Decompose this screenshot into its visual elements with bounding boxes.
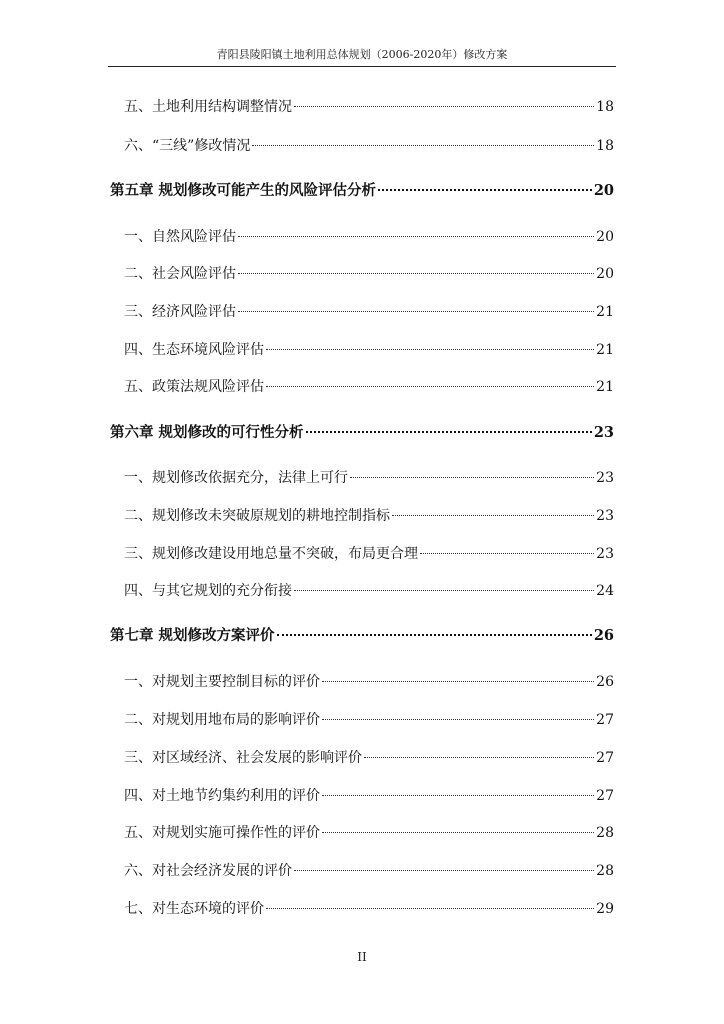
toc-entry-label: 四、与其它规划的充分衔接 [124, 583, 292, 599]
dot-leader [252, 145, 594, 146]
toc-entry-page: 26 [596, 674, 614, 690]
toc-entry-label: 四、对土地节约集约利用的评价 [124, 788, 320, 804]
toc-entry-page: 20 [596, 229, 614, 245]
toc-entry-page: 23 [596, 470, 614, 486]
toc-entry[interactable] [124, 711, 614, 729]
toc-entry-page: 18 [596, 138, 614, 154]
toc-entry[interactable] [124, 862, 614, 880]
toc-entry[interactable] [124, 507, 614, 525]
toc-entry-label: 五、对规划实施可操作性的评价 [124, 825, 320, 841]
toc-entry[interactable] [124, 545, 614, 563]
toc-entry-label: 一、自然风险评估 [124, 229, 236, 245]
toc-entry-page: 28 [596, 825, 614, 841]
toc-chapter-entry[interactable] [110, 182, 614, 200]
toc-entry-page: 21 [596, 342, 614, 358]
dot-leader [294, 870, 594, 871]
toc-entry[interactable] [124, 582, 614, 600]
toc-entry-page: 23 [596, 546, 614, 562]
toc-entry-label: 五、政策法规风险评估 [124, 379, 264, 395]
dot-leader [266, 908, 594, 909]
toc-entry-label: 二、社会风险评估 [124, 266, 236, 282]
dot-leader [306, 431, 592, 433]
toc-chapter-entry[interactable] [110, 627, 614, 645]
toc-entry[interactable] [124, 265, 614, 283]
toc-entry[interactable] [124, 900, 614, 918]
dot-leader [266, 386, 594, 387]
toc-entry[interactable] [124, 673, 614, 691]
dot-leader [364, 757, 594, 758]
toc-entry[interactable] [124, 303, 614, 321]
toc-entry[interactable] [124, 749, 614, 767]
toc-entry-label: 一、对规划主要控制目标的评价 [124, 674, 320, 690]
toc-entry-page: 20 [593, 182, 614, 199]
toc-entry-page: 27 [596, 712, 614, 728]
dot-leader [350, 477, 594, 478]
toc-entry-page: 28 [596, 863, 614, 879]
toc-entry-page: 20 [596, 266, 614, 282]
toc-entry-page: 23 [593, 424, 614, 441]
toc-entry-page: 27 [596, 750, 614, 766]
dot-leader [322, 681, 594, 682]
toc-entry-label: 二、对规划用地布局的影响评价 [124, 712, 320, 728]
toc-entry-label: 七、对生态环境的评价 [124, 901, 264, 917]
toc-chapter-label: 第五章 规划修改可能产生的风险评估分析 [110, 182, 377, 199]
toc-chapter-label: 第六章 规划修改的可行性分析 [110, 424, 304, 441]
toc-entry-page: 18 [596, 99, 614, 115]
page-number: II [357, 950, 367, 964]
toc-entry-label: 三、对区域经济、社会发展的影响评价 [124, 750, 362, 766]
toc-chapter-entry[interactable] [110, 424, 614, 442]
toc-entry-page: 26 [593, 627, 614, 644]
dot-leader [322, 832, 594, 833]
dot-leader [238, 236, 594, 237]
toc-entry[interactable] [124, 378, 614, 396]
toc-entry[interactable] [124, 98, 614, 116]
toc-entry-page: 21 [596, 304, 614, 320]
toc-entry[interactable] [124, 137, 614, 155]
dot-leader [420, 553, 594, 554]
toc-entry[interactable] [124, 341, 614, 359]
toc-entry-label: 一、规划修改依据充分，法律上可行 [124, 470, 348, 486]
toc-entry-page: 23 [596, 508, 614, 524]
dot-leader [277, 634, 592, 636]
dot-leader [238, 273, 594, 274]
dot-leader [294, 590, 594, 591]
dot-leader [392, 515, 594, 516]
dot-leader [322, 795, 594, 796]
dot-leader [322, 719, 594, 720]
toc-entry-label: 四、生态环境风险评估 [124, 342, 264, 358]
dot-leader [378, 189, 592, 191]
toc-entry-page: 27 [596, 788, 614, 804]
dot-leader [294, 106, 594, 107]
toc-entry-label: 三、经济风险评估 [124, 304, 236, 320]
toc-entry-label: 六、对社会经济发展的评价 [124, 863, 292, 879]
toc-entry[interactable] [124, 787, 614, 805]
toc-entry-page: 29 [596, 901, 614, 917]
toc-chapter-label: 第七章 规划修改方案评价 [110, 627, 275, 644]
toc-entry-page: 24 [596, 583, 614, 599]
running-header: 青阳县陵阳镇土地利用总体规划（2006-2020年）修改方案 [216, 48, 508, 61]
toc-entry-label: 六、“三线”修改情况 [124, 138, 251, 154]
toc-entry-page: 21 [596, 379, 614, 395]
dot-leader [238, 311, 594, 312]
toc-entry-label: 三、规划修改建设用地总量不突破，布局更合理 [124, 546, 418, 562]
toc-entry-label: 二、规划修改未突破原规划的耕地控制指标 [124, 508, 390, 524]
toc-entry[interactable] [124, 469, 614, 487]
toc-entry[interactable] [124, 228, 614, 246]
toc-entry-label: 五、土地利用结构调整情况 [124, 99, 292, 115]
toc-entry[interactable] [124, 824, 614, 842]
dot-leader [266, 349, 594, 350]
